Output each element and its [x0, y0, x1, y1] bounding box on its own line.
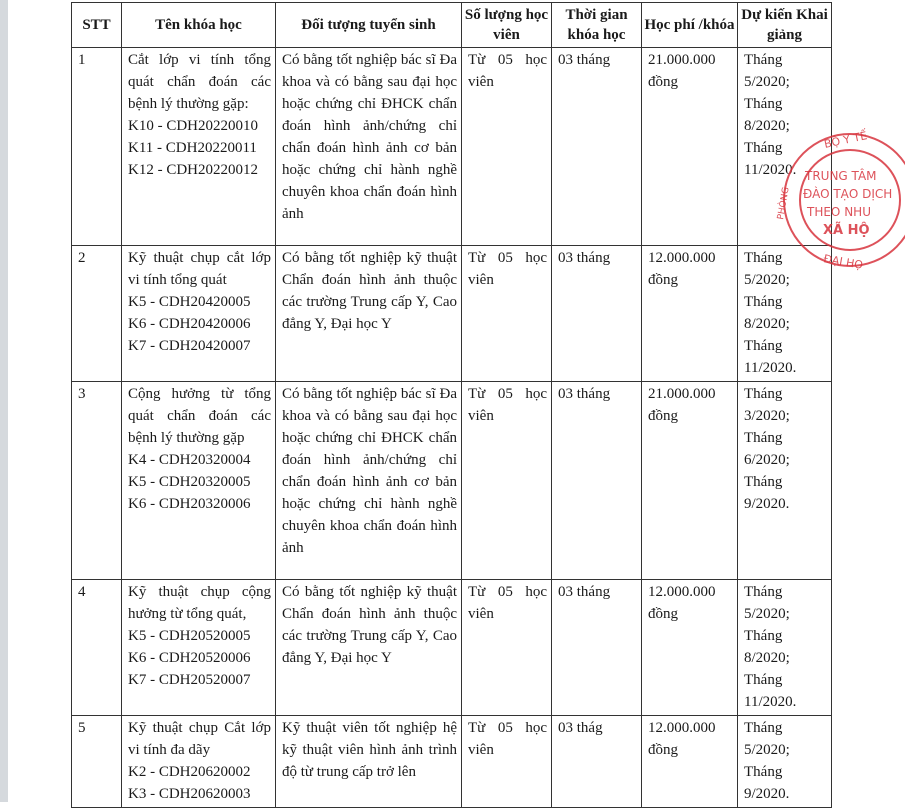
row-stt: 5	[72, 716, 122, 808]
row-quantity: Từ 05 học viên	[462, 716, 552, 808]
course-name: Kỹ thuật chụp cắt lớp vi tính tổng quát	[128, 250, 271, 288]
row-course	[122, 48, 276, 246]
table-row	[72, 246, 832, 382]
svg-text:BỘ Y TẾ: BỘ Y TẾ	[822, 129, 869, 151]
row-quantity: Từ 05 học viên	[462, 48, 552, 246]
svg-text:TRUNG TÂM: TRUNG TÂM	[805, 169, 877, 183]
course-code: K6 - CDH20520006	[128, 650, 251, 666]
row-quantity: Từ 05 học viên	[462, 246, 552, 382]
course-code: K6 - CDH20420006	[128, 316, 251, 332]
header-target: Đối tượng tuyển sinh	[276, 3, 462, 48]
row-fee: 12.000.000 đồng	[642, 716, 738, 808]
course-code: K5 - CDH20320005	[128, 474, 251, 490]
course-name: Cắt lớp vi tính tổng quát chẩn đoán các bệnh lý thường gặp:	[128, 52, 271, 112]
row-target: Có bằng tốt nghiệp bác sĩ Đa khoa và có bằng sau đại học hoặc chứng chỉ ĐHCK chẩn đoán hình ảnh/chứng chỉ chẩn đoán hình ảnh cơ bản hoặc chứng chỉ hành nghề chuyên khoa chẩn đoán hình ảnh	[276, 48, 462, 246]
course-code: K7 - CDH20420007	[128, 338, 251, 354]
row-stt: 4	[72, 580, 122, 716]
row-duration: 03 tháng	[552, 48, 642, 246]
row-course	[122, 382, 276, 580]
course-name: Kỹ thuật chụp Cắt lớp vi tính đa dãy	[128, 720, 271, 758]
table-row	[72, 382, 832, 580]
course-code: K4 - CDH20320004	[128, 452, 251, 468]
course-code: K7 - CDH20520007	[128, 672, 251, 688]
row-target: Kỹ thuật viên tốt nghiệp hệ kỹ thuật viên hình ảnh trình độ từ trung cấp trở lên	[276, 716, 462, 808]
row-duration: 03 tháng	[552, 580, 642, 716]
row-fee: 12.000.000 đồng	[642, 580, 738, 716]
course-name: Kỹ thuật chụp cộng hưởng từ tổng quát,	[128, 584, 271, 622]
table-row	[72, 48, 832, 246]
row-target: Có bằng tốt nghiệp kỹ thuật Chẩn đoán hình ảnh thuộc các trường Trung cấp Y, Cao đẳng Y, Đại học Y	[276, 580, 462, 716]
row-quantity: Từ 05 học viên	[462, 580, 552, 716]
row-target: Có bằng tốt nghiệp kỹ thuật Chẩn đoán hình ảnh thuộc các trường Trung cấp Y, Cao đẳng Y, Đại học Y	[276, 246, 462, 382]
course-name: Cộng hưởng từ tổng quát chẩn đoán các bệnh lý thường gặp	[128, 386, 271, 446]
row-course	[122, 580, 276, 716]
course-table	[71, 2, 832, 808]
header-fee: Học phí /khóa	[642, 3, 738, 48]
course-code: K2 - CDH20620002	[128, 764, 251, 780]
row-fee: 21.000.000 đồng	[642, 48, 738, 246]
row-course	[122, 246, 276, 382]
header-duration: Thời gian khóa học	[552, 3, 642, 48]
course-code: K3 - CDH20620003	[128, 786, 251, 802]
svg-text:THEO NHU: THEO NHU	[807, 205, 871, 219]
row-quantity: Từ 05 học viên	[462, 382, 552, 580]
svg-text:ĐÀO TẠO DỊCH: ĐÀO TẠO DỊCH	[803, 187, 893, 201]
header-row	[72, 3, 832, 48]
course-code: K5 - CDH20520005	[128, 628, 251, 644]
row-course	[122, 716, 276, 808]
header-opening: Dự kiến Khai giảng	[738, 3, 832, 48]
row-opening: Tháng 5/2020; Tháng 8/2020; Tháng 11/2020.	[738, 48, 832, 246]
row-fee: 12.000.000 đồng	[642, 246, 738, 382]
row-stt: 2	[72, 246, 122, 382]
row-opening: Tháng 5/2020; Tháng 9/2020.	[738, 716, 832, 808]
row-stt: 3	[72, 382, 122, 580]
course-code: K12 - CDH20220012	[128, 162, 258, 178]
course-code: K6 - CDH20320006	[128, 496, 251, 512]
row-duration: 03 tháng	[552, 382, 642, 580]
row-duration: 03 thág	[552, 716, 642, 808]
svg-text:XÃ HỘ: XÃ HỘ	[823, 223, 870, 238]
row-target: Có bằng tốt nghiệp bác sĩ Đa khoa và có bằng sau đại học hoặc chứng chỉ ĐHCK chẩn đoán hình ảnh/chứng chỉ chẩn đoán hình ảnh cơ bản hoặc chứng chỉ hành nghề chuyên khoa chẩn đoán hình ảnh	[276, 382, 462, 580]
header-course: Tên khóa học	[122, 3, 276, 48]
table-row	[72, 580, 832, 716]
course-code: K5 - CDH20420005	[128, 294, 251, 310]
table-row	[72, 716, 832, 808]
svg-text:PHÒNG: PHÒNG	[776, 186, 792, 221]
header-quantity: Số lượng học viên	[462, 3, 552, 48]
row-opening: Tháng 5/2020; Tháng 8/2020; Tháng 11/2020.	[738, 246, 832, 382]
course-code: K11 - CDH20220011	[128, 140, 257, 156]
header-stt: STT	[72, 3, 122, 48]
row-opening: Tháng 5/2020; Tháng 8/2020; Tháng 11/2020.	[738, 580, 832, 716]
scan-edge	[0, 0, 8, 802]
svg-text:ĐẠI HỌ: ĐẠI HỌ	[822, 252, 864, 272]
course-code: K10 - CDH20220010	[128, 118, 258, 134]
row-fee: 21.000.000 đồng	[642, 382, 738, 580]
row-stt: 1	[72, 48, 122, 246]
row-opening: Tháng 3/2020; Tháng 6/2020; Tháng 9/2020.	[738, 382, 832, 580]
row-duration: 03 tháng	[552, 246, 642, 382]
